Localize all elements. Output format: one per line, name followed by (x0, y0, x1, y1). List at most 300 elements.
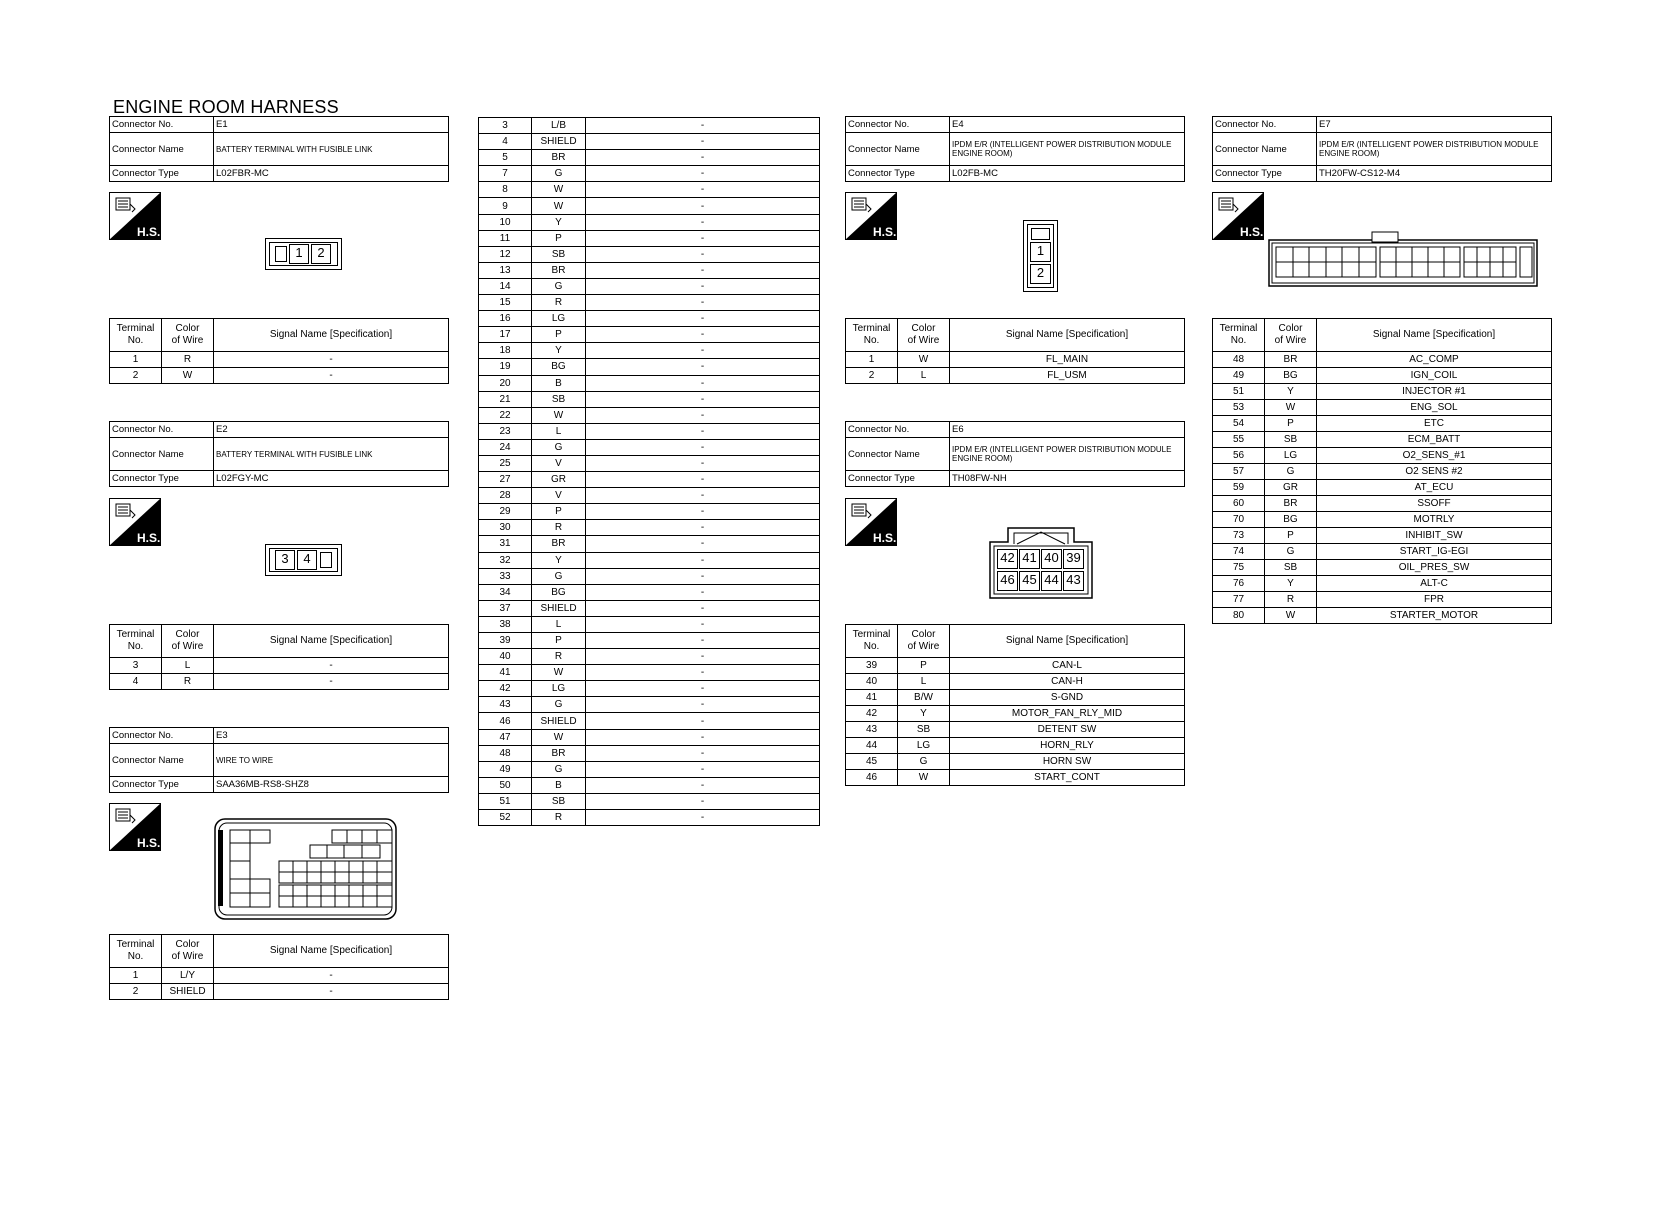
label-connector-name: Connector Name (110, 744, 214, 777)
hs-label: H.S. (137, 531, 161, 545)
terminal-cell: 50 (479, 777, 532, 793)
label-connector-name: Connector Name (846, 438, 950, 471)
table-row (1213, 464, 1552, 480)
signal-cell: - (586, 616, 820, 632)
hs-icon (109, 192, 161, 240)
color-cell: R (532, 295, 586, 311)
table-row (479, 198, 820, 214)
table-row (1213, 432, 1552, 448)
color-cell: L (898, 674, 950, 690)
label-connector-no: Connector No. (110, 422, 214, 438)
signal-cell: ETC (1317, 416, 1552, 432)
pin-label: 1 (289, 244, 309, 264)
pin-label: 41 (1019, 549, 1040, 569)
table-row (846, 706, 1185, 722)
table-row (846, 674, 1185, 690)
terminal-cell: 16 (479, 311, 532, 327)
hs-icon (109, 803, 161, 851)
terminal-cell: 4 (110, 674, 162, 690)
color-cell: LG (532, 681, 586, 697)
color-cell: SB (898, 722, 950, 738)
table-row (479, 439, 820, 455)
signal-cell: - (586, 423, 820, 439)
color-cell: SB (1265, 432, 1317, 448)
key-slot (320, 552, 332, 568)
color-cell: G (532, 166, 586, 182)
table-row (479, 793, 820, 809)
connector-no-value: E2 (214, 422, 449, 438)
terminal-cell: 13 (479, 262, 532, 278)
terminal-cell: 80 (1213, 608, 1265, 624)
th-color-wire: of Wire (1274, 335, 1307, 346)
color-cell: R (162, 352, 214, 368)
table-row (479, 729, 820, 745)
terminal-cell: 57 (1213, 464, 1265, 480)
connector-e7-info (1212, 116, 1552, 182)
table-row (479, 295, 820, 311)
signal-cell: - (586, 504, 820, 520)
color-cell: L (532, 616, 586, 632)
th-terminal-no: No. (127, 641, 144, 652)
signal-cell: HORN SW (950, 754, 1185, 770)
color-cell: P (532, 230, 586, 246)
pin-label: 42 (997, 549, 1018, 569)
table-row (479, 118, 820, 134)
table-row (479, 649, 820, 665)
table-row (1213, 560, 1552, 576)
terminal-cell: 39 (479, 633, 532, 649)
terminal-cell: 21 (479, 391, 532, 407)
th-signal: Signal Name [Specification] (950, 319, 1185, 352)
table-row (846, 738, 1185, 754)
signal-cell: - (586, 472, 820, 488)
color-cell: LG (898, 738, 950, 754)
th-signal: Signal Name [Specification] (214, 625, 449, 658)
terminal-cell: 17 (479, 327, 532, 343)
terminal-cell: 42 (479, 681, 532, 697)
signal-cell: START_IG-EGI (1317, 544, 1552, 560)
color-cell: G (532, 278, 586, 294)
table-row (1213, 352, 1552, 368)
signal-cell: - (586, 118, 820, 134)
terminal-table-e4 (845, 318, 1185, 384)
signal-cell: - (586, 391, 820, 407)
hs-label: H.S. (873, 531, 897, 545)
table-row (479, 616, 820, 632)
table-row (479, 311, 820, 327)
color-cell: G (532, 697, 586, 713)
color-cell: Y (1265, 576, 1317, 592)
table-row (1213, 368, 1552, 384)
table-row (1213, 480, 1552, 496)
color-cell: GR (1265, 480, 1317, 496)
terminal-cell: 51 (479, 793, 532, 809)
th-terminal-no: No. (127, 335, 144, 346)
terminal-cell: 3 (110, 658, 162, 674)
signal-cell: - (586, 697, 820, 713)
table-row (846, 722, 1185, 738)
table-row (479, 697, 820, 713)
terminal-cell: 48 (479, 745, 532, 761)
signal-cell: - (586, 600, 820, 616)
table-row (479, 166, 820, 182)
terminal-cell: 7 (479, 166, 532, 182)
label-connector-type: Connector Type (110, 777, 214, 793)
terminal-cell: 1 (110, 968, 162, 984)
pin-label: 43 (1063, 571, 1084, 591)
terminal-cell: 9 (479, 198, 532, 214)
color-cell: W (898, 352, 950, 368)
color-cell: W (532, 407, 586, 423)
connector-name-value: BATTERY TERMINAL WITH FUSIBLE LINK (214, 133, 449, 166)
label-connector-name: Connector Name (110, 133, 214, 166)
signal-cell: - (586, 761, 820, 777)
color-cell: W (1265, 608, 1317, 624)
color-cell: BR (532, 150, 586, 166)
terminal-cell: 34 (479, 584, 532, 600)
color-cell: B/W (898, 690, 950, 706)
terminal-cell: 15 (479, 295, 532, 311)
pin-label: 3 (275, 550, 295, 570)
table-row (1213, 608, 1552, 624)
table-row (110, 368, 449, 384)
color-cell: B (532, 777, 586, 793)
table-row (479, 182, 820, 198)
table-row (479, 455, 820, 471)
color-cell: W (532, 729, 586, 745)
connector-type-value: SAA36MB-RS8-SHZ8 (214, 777, 449, 793)
signal-cell: - (586, 729, 820, 745)
pin-label: 4 (297, 550, 317, 570)
signal-cell: FL_USM (950, 368, 1185, 384)
connector-no-value: E1 (214, 117, 449, 133)
terminal-cell: 28 (479, 488, 532, 504)
signal-cell: - (586, 713, 820, 729)
color-cell: P (532, 504, 586, 520)
signal-cell: - (586, 810, 820, 826)
signal-cell: - (586, 407, 820, 423)
th-color-wire: of Wire (907, 335, 940, 346)
color-cell: P (532, 633, 586, 649)
th-signal: Signal Name [Specification] (950, 625, 1185, 658)
terminal-cell: 10 (479, 214, 532, 230)
color-cell: SHIELD (532, 600, 586, 616)
terminal-table-e3-continued (478, 117, 820, 826)
table-row (479, 810, 820, 826)
signal-cell: AT_ECU (1317, 480, 1552, 496)
label-connector-type: Connector Type (110, 166, 214, 182)
th-signal: Signal Name [Specification] (214, 319, 449, 352)
terminal-cell: 40 (846, 674, 898, 690)
table-row (479, 600, 820, 616)
table-row (479, 552, 820, 568)
color-cell: P (1265, 528, 1317, 544)
terminal-cell: 59 (1213, 480, 1265, 496)
terminal-table-e3 (109, 934, 449, 1000)
hs-label: H.S. (137, 836, 161, 850)
terminal-cell: 1 (846, 352, 898, 368)
terminal-cell: 46 (479, 713, 532, 729)
table-row (479, 681, 820, 697)
table-row (479, 407, 820, 423)
th-color-wire: of Wire (171, 335, 204, 346)
terminal-cell: 47 (479, 729, 532, 745)
color-cell: SB (532, 793, 586, 809)
color-cell: W (162, 368, 214, 384)
table-row (479, 568, 820, 584)
color-cell: SHIELD (532, 134, 586, 150)
table-row (479, 343, 820, 359)
signal-cell: - (586, 134, 820, 150)
signal-cell: MOTOR_FAN_RLY_MID (950, 706, 1185, 722)
table-row (110, 674, 449, 690)
color-cell: G (1265, 544, 1317, 560)
terminal-cell: 38 (479, 616, 532, 632)
signal-cell: FPR (1317, 592, 1552, 608)
terminal-table-e7 (1212, 318, 1552, 624)
signal-cell: - (586, 552, 820, 568)
color-cell: L (532, 423, 586, 439)
th-color-wire: of Wire (907, 641, 940, 652)
color-cell: W (532, 198, 586, 214)
terminal-cell: 19 (479, 359, 532, 375)
key-slot (275, 246, 287, 262)
signal-cell: - (586, 439, 820, 455)
table-row (846, 690, 1185, 706)
signal-cell: - (586, 520, 820, 536)
color-cell: Y (1265, 384, 1317, 400)
signal-cell: - (586, 295, 820, 311)
signal-cell: - (214, 368, 449, 384)
signal-cell: - (586, 359, 820, 375)
signal-cell: - (586, 311, 820, 327)
table-row (110, 658, 449, 674)
connector-type-value: L02FB-MC (950, 166, 1185, 182)
connector-name-value: IPDM E/R (INTELLIGENT POWER DISTRIBUTION MODULE ENGINE ROOM) (950, 133, 1185, 166)
th-terminal: Terminal (852, 629, 891, 640)
signal-cell: - (586, 793, 820, 809)
signal-cell: DETENT SW (950, 722, 1185, 738)
signal-cell: O2 SENS #2 (1317, 464, 1552, 480)
terminal-cell: 46 (846, 770, 898, 786)
table-row (846, 754, 1185, 770)
label-connector-name: Connector Name (846, 133, 950, 166)
th-signal: Signal Name [Specification] (214, 935, 449, 968)
terminal-cell: 77 (1213, 592, 1265, 608)
terminal-cell: 76 (1213, 576, 1265, 592)
color-cell: B (532, 375, 586, 391)
color-cell: R (532, 649, 586, 665)
table-row (846, 368, 1185, 384)
signal-cell: S-GND (950, 690, 1185, 706)
terminal-cell: 18 (479, 343, 532, 359)
table-row (479, 230, 820, 246)
terminal-cell: 45 (846, 754, 898, 770)
label-connector-no: Connector No. (1213, 117, 1317, 133)
connector-e1-face (265, 238, 342, 270)
terminal-cell: 29 (479, 504, 532, 520)
label-connector-type: Connector Type (846, 166, 950, 182)
terminal-cell: 51 (1213, 384, 1265, 400)
connector-no-value: E4 (950, 117, 1185, 133)
signal-cell: STARTER_MOTOR (1317, 608, 1552, 624)
color-cell: R (532, 520, 586, 536)
th-color: Color (1278, 323, 1303, 334)
table-row (479, 375, 820, 391)
table-row (479, 633, 820, 649)
connector-no-value: E3 (214, 728, 449, 744)
signal-cell: - (214, 352, 449, 368)
table-row (110, 984, 449, 1000)
signal-cell: AC_COMP (1317, 352, 1552, 368)
table-row (479, 262, 820, 278)
signal-cell: - (214, 674, 449, 690)
connector-e3-face (214, 818, 397, 920)
table-row (1213, 496, 1552, 512)
th-color-wire: of Wire (171, 951, 204, 962)
color-cell: Y (532, 552, 586, 568)
signal-cell: - (586, 375, 820, 391)
signal-cell: - (586, 745, 820, 761)
connector-e2-face (265, 544, 342, 576)
terminal-cell: 5 (479, 150, 532, 166)
terminal-cell: 23 (479, 423, 532, 439)
color-cell: SB (532, 391, 586, 407)
page-title: ENGINE ROOM HARNESS (113, 97, 339, 117)
table-row (479, 665, 820, 681)
connector-e6-info (845, 421, 1185, 487)
th-terminal: Terminal (1219, 323, 1258, 334)
th-terminal: Terminal (116, 629, 155, 640)
color-cell: L/Y (162, 968, 214, 984)
table-row (479, 761, 820, 777)
color-cell: R (532, 810, 586, 826)
color-cell: G (532, 439, 586, 455)
terminal-cell: 25 (479, 455, 532, 471)
color-cell: W (898, 770, 950, 786)
terminal-cell: 39 (846, 658, 898, 674)
pin-label: 45 (1019, 571, 1040, 591)
table-row (846, 658, 1185, 674)
signal-cell: - (586, 777, 820, 793)
table-row (1213, 544, 1552, 560)
terminal-cell: 2 (846, 368, 898, 384)
terminal-cell: 73 (1213, 528, 1265, 544)
color-cell: BR (532, 745, 586, 761)
table-row (479, 713, 820, 729)
key-slot (1031, 228, 1050, 240)
th-color: Color (175, 323, 200, 334)
table-row (479, 246, 820, 262)
signal-cell: - (586, 327, 820, 343)
table-row (479, 391, 820, 407)
signal-cell: - (214, 984, 449, 1000)
hs-label: H.S. (1240, 225, 1264, 239)
color-cell: BG (532, 359, 586, 375)
color-cell: BG (532, 584, 586, 600)
color-cell: BR (1265, 496, 1317, 512)
signal-cell: - (586, 182, 820, 198)
signal-cell: - (586, 649, 820, 665)
signal-cell: - (586, 246, 820, 262)
color-cell: V (532, 488, 586, 504)
color-cell: LG (1265, 448, 1317, 464)
table-row (479, 214, 820, 230)
terminal-cell: 41 (479, 665, 532, 681)
terminal-cell: 1 (110, 352, 162, 368)
table-row (479, 520, 820, 536)
hs-icon (845, 192, 897, 240)
connector-e2-info (109, 421, 449, 487)
connector-no-value: E6 (950, 422, 1185, 438)
connector-name-value: WIRE TO WIRE (214, 744, 449, 777)
signal-cell: HORN_RLY (950, 738, 1185, 754)
terminal-cell: 12 (479, 246, 532, 262)
terminal-cell: 14 (479, 278, 532, 294)
table-row (479, 536, 820, 552)
color-cell: BG (1265, 512, 1317, 528)
th-terminal-no: No. (127, 951, 144, 962)
table-row (479, 584, 820, 600)
signal-cell: - (586, 681, 820, 697)
color-cell: SHIELD (162, 984, 214, 1000)
table-row (479, 472, 820, 488)
terminal-cell: 41 (846, 690, 898, 706)
table-row (479, 777, 820, 793)
color-cell: GR (532, 472, 586, 488)
th-terminal: Terminal (116, 939, 155, 950)
table-row (1213, 528, 1552, 544)
color-cell: P (898, 658, 950, 674)
terminal-cell: 43 (846, 722, 898, 738)
terminal-cell: 75 (1213, 560, 1265, 576)
th-color-wire: of Wire (171, 641, 204, 652)
table-row (846, 352, 1185, 368)
color-cell: R (162, 674, 214, 690)
table-row (1213, 416, 1552, 432)
signal-cell: ALT-C (1317, 576, 1552, 592)
color-cell: W (532, 665, 586, 681)
terminal-cell: 37 (479, 600, 532, 616)
pin-label: 2 (311, 244, 331, 264)
color-cell: SHIELD (532, 713, 586, 729)
signal-cell: - (586, 584, 820, 600)
table-row (1213, 448, 1552, 464)
signal-cell: INJECTOR #1 (1317, 384, 1552, 400)
hs-label: H.S. (873, 225, 897, 239)
terminal-cell: 11 (479, 230, 532, 246)
color-cell: L (162, 658, 214, 674)
color-cell: G (532, 761, 586, 777)
signal-cell: - (586, 150, 820, 166)
th-terminal: Terminal (852, 323, 891, 334)
signal-cell: - (586, 343, 820, 359)
connector-name-value: BATTERY TERMINAL WITH FUSIBLE LINK (214, 438, 449, 471)
terminal-cell: 33 (479, 568, 532, 584)
signal-cell: - (586, 262, 820, 278)
connector-type-value: L02FGY-MC (214, 471, 449, 487)
signal-cell: - (586, 198, 820, 214)
color-cell: SB (1265, 560, 1317, 576)
color-cell: BR (1265, 352, 1317, 368)
color-cell: Y (898, 706, 950, 722)
terminal-cell: 49 (479, 761, 532, 777)
th-terminal-no: No. (1230, 335, 1247, 346)
th-terminal: Terminal (116, 323, 155, 334)
signal-cell: OIL_PRES_SW (1317, 560, 1552, 576)
table-row (110, 352, 449, 368)
label-connector-no: Connector No. (110, 728, 214, 744)
